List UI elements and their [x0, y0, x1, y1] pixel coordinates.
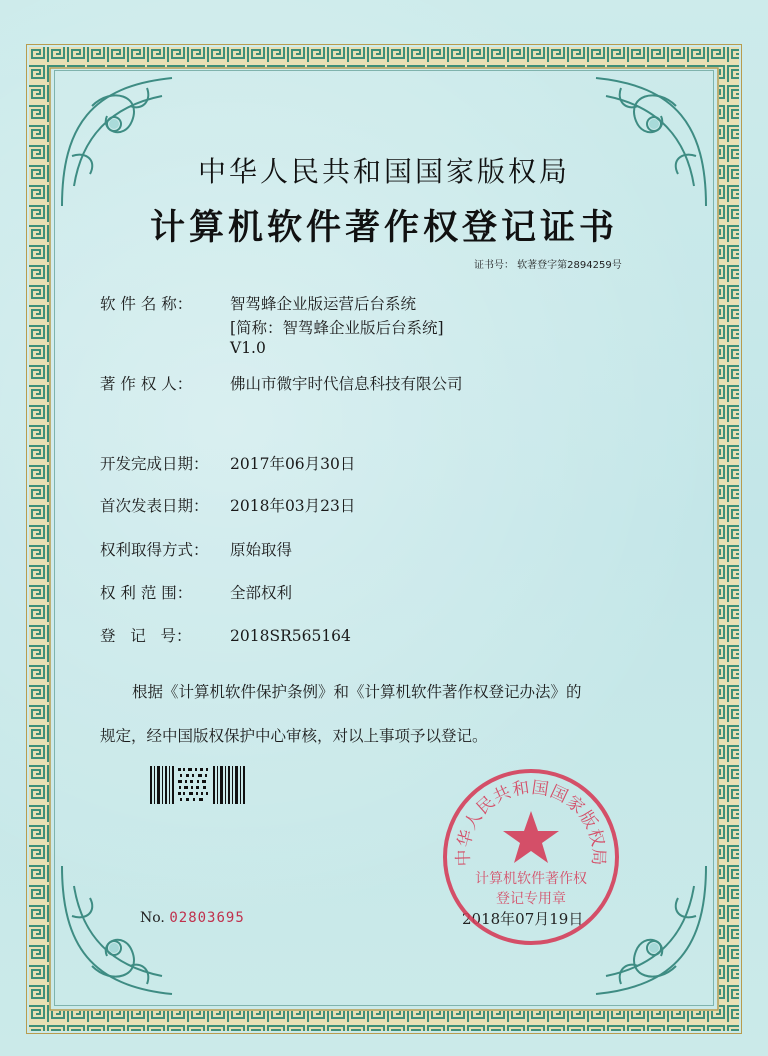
statement-line-1: 根据《计算机软件保护条例》和《计算机软件著作权登记办法》的: [132, 683, 582, 701]
seal-inner-line-1: 计算机软件著作权: [475, 871, 587, 887]
pub-date-label: 首次发表日期：: [100, 497, 209, 515]
pub-date-row: [100, 494, 355, 516]
official-seal: [441, 767, 621, 947]
registration-value: 2018SR565164: [230, 627, 351, 645]
issue-date: 2018年07月19日: [462, 910, 584, 928]
owner-row: [100, 372, 463, 394]
version-value: V1.0: [230, 339, 266, 357]
pub-date-value: 2018年03月23日: [230, 497, 356, 515]
seal-inner-line-2: 登记专用章: [496, 891, 566, 907]
serial-number: [140, 910, 245, 926]
acquire-row: [100, 538, 292, 560]
dev-date-value: 2017年06月30日: [230, 455, 356, 473]
software-name-row: [100, 292, 416, 314]
software-name-label: 软 件 名 称：: [100, 295, 193, 313]
corner-ornament: [566, 66, 716, 216]
registration-label: 登 记 号：: [100, 627, 192, 645]
serial-value: 02803695: [169, 910, 245, 926]
scope-value: 全部权利: [230, 584, 293, 602]
certificate-number: 证书号： 软著登字第2894259号: [474, 260, 622, 271]
owner-label: 著 作 权 人：: [100, 375, 193, 393]
short-name-value: [简称：智驾蜂企业版后台系统]: [230, 319, 444, 337]
acquire-label: 权利取得方式：: [100, 541, 209, 559]
corner-ornament: [52, 856, 202, 1006]
issuer-title: 中华人民共和国国家版权局: [197, 155, 570, 188]
registration-row: [100, 624, 351, 646]
certificate-title: 计算机软件著作权登记证书: [149, 208, 618, 248]
corner-ornament: [52, 66, 202, 216]
seal-outer-text: 中华人民共和国国家版权局: [453, 777, 609, 867]
scope-label: 权 利 范 围：: [100, 584, 193, 602]
scope-row: [100, 581, 292, 603]
statement-line-2: 规定，经中国版权保护中心审核，对以上事项予以登记。: [100, 727, 488, 745]
barcode: [150, 766, 246, 804]
dev-date-row: [100, 452, 355, 474]
software-name-value: 智驾蜂企业版运营后台系统: [230, 295, 417, 313]
owner-value: 佛山市微宇时代信息科技有限公司: [230, 375, 463, 393]
acquire-value: 原始取得: [230, 541, 293, 559]
dev-date-label: 开发完成日期：: [100, 455, 209, 473]
serial-label: No.: [140, 910, 165, 926]
